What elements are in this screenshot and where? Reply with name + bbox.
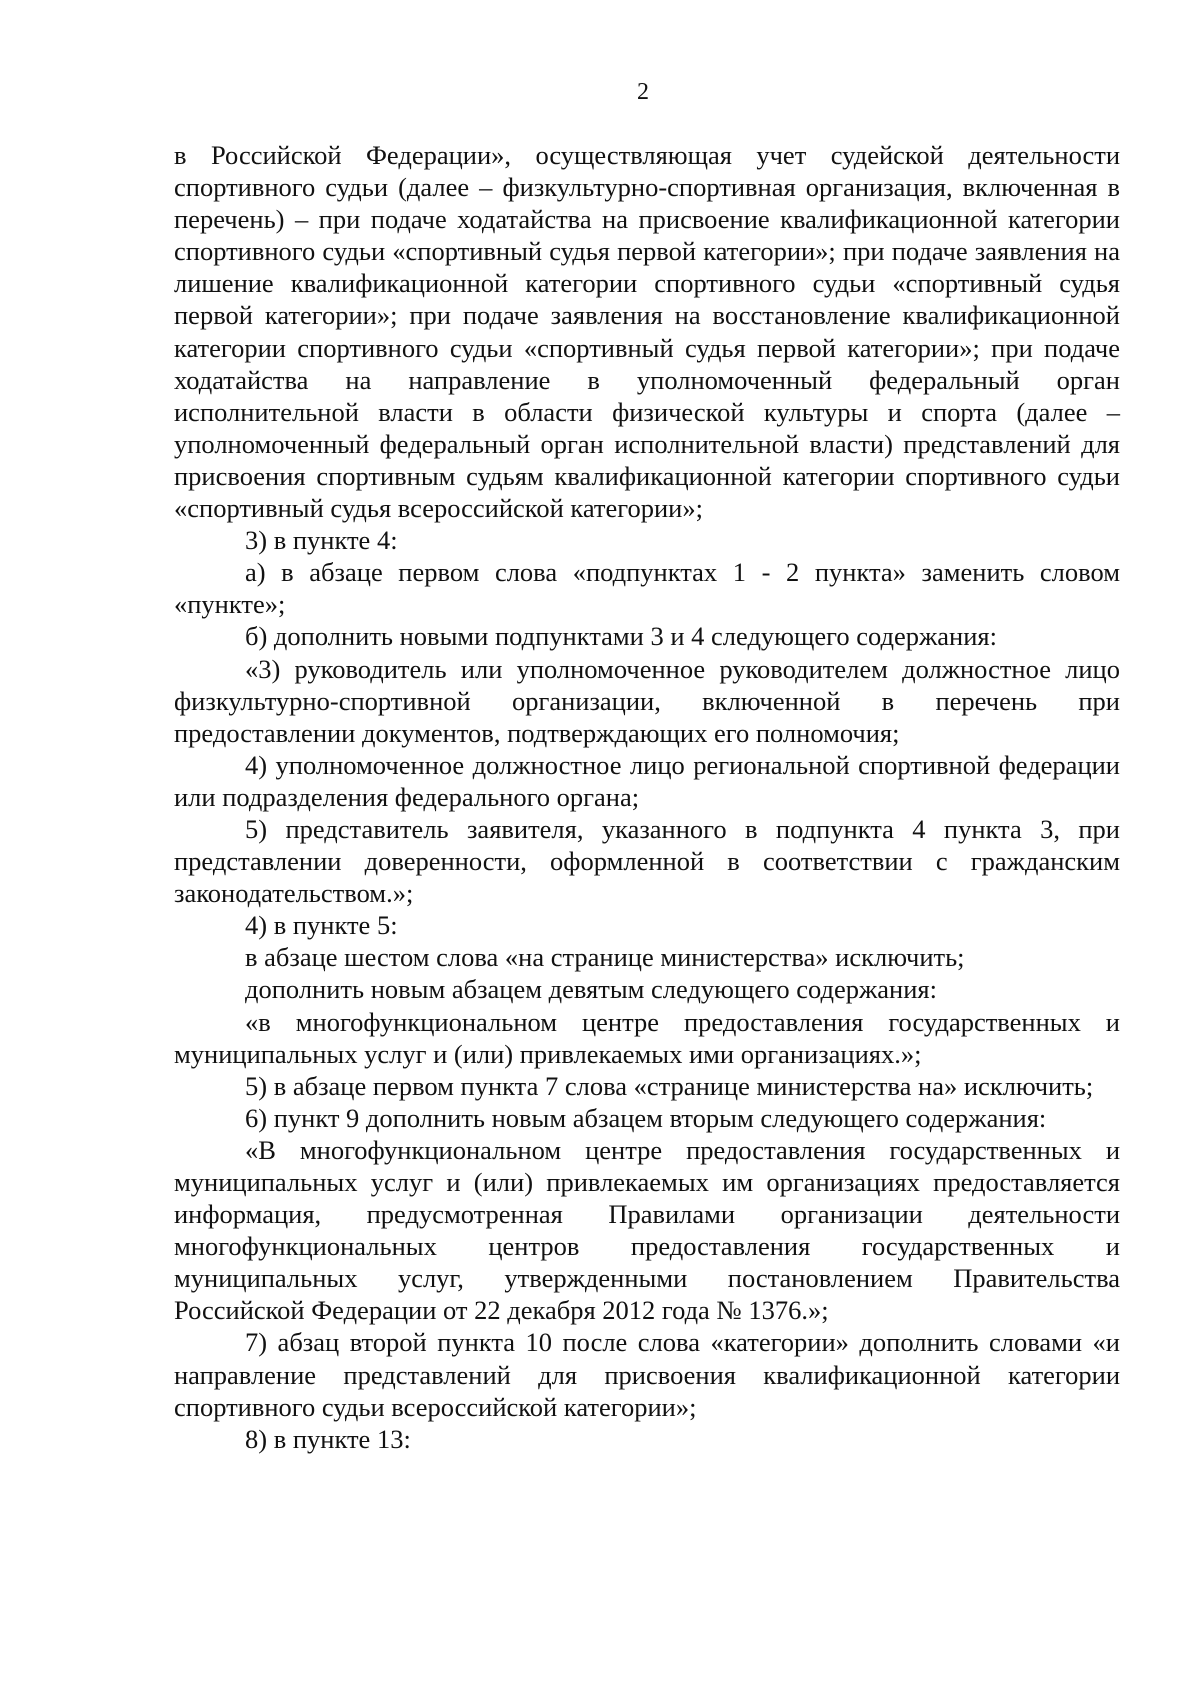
paragraph-item-4-abzac-9: дополнить новым абзацем девятым следующего содержания: <box>245 974 937 1005</box>
paragraph-quote-4: 4) уполномоченное должностное лицо региональной спортивной федерации или подразделения федерального органа; <box>174 749 1120 812</box>
paragraph-item-5: 5) в абзаце первом пункта 7 слова «странице министерства на» исключить; <box>245 1070 1094 1101</box>
page-number: 2 <box>637 79 649 105</box>
paragraph-quote-mfc: «в многофункциональном центре предоставления государственных и муниципальных услуг и (или) привлекаемых ими организациях.»; <box>174 1006 1120 1069</box>
paragraph-item-4-abzac-6: в абзаце шестом слова «на странице министерства» исключить; <box>245 942 965 973</box>
paragraph-item-4: 4) в пункте 5: <box>245 910 398 941</box>
document-body <box>174 139 1120 1455</box>
paragraph-quote-3: «3) руководитель или уполномоченное руководителем должностное лицо физкультурно-спортивной организации, включенной в перечень при предоставлении документов, подтверждающих его полномочия; <box>174 653 1120 748</box>
paragraph-quote-mfc-info: «В многофункциональном центре предоставления государственных и муниципальных услуг и (или) привлекаемых им организациях предоставляется информация, предусмотренная Правилами организации деятельности многофункциональных центров предоставления государственных и муниципальных услуг, утвержденными постановлением Правительства Российской Федерации от 22 декабря 2012 года № 1376.»; <box>174 1134 1120 1326</box>
paragraph-item-8: 8) в пункте 13: <box>245 1423 411 1454</box>
paragraph-quote-5: 5) представитель заявителя, указанного в подпункта 4 пункта 3, при представлении доверенности, оформленной в соответствии с гражданским законодательством.»; <box>174 813 1120 909</box>
paragraph-item-3: 3) в пункте 4: <box>245 525 398 556</box>
paragraph-item-6: 6) пункт 9 дополнить новым абзацем вторым следующего содержания: <box>245 1102 1047 1133</box>
paragraph-continuation: в Российской Федерации», осуществляющая учет судейской деятельности спортивного судьи (далее – физкультурно-спортивная организация, включенная в перечень) – при подаче ходатайства на присвоение квалификационной категории спортивного судьи «спортивный судья первой категории»; при подаче заявления на лишение квалификационной категории спортивного судьи «спортивный судья первой категории»; при подаче заявления на восстановление квалификационной категории спортивного судьи «спортивный судья первой категории»; при подаче ходатайства на направление в уполномоченный федеральный орган исполнительной власти в области физической культуры и спорта (далее – уполномоченный федеральный орган исполнительной власти) представлений для присвоения спортивным судьям квалификационной категории спортивного судьи «спортивный судья всероссийской категории»; <box>174 140 1120 524</box>
paragraph-item-3a: а) в абзаце первом слова «подпунктах 1 - 2 пункта» заменить словом «пункте»; <box>174 557 1120 620</box>
paragraph-item-7: 7) абзац второй пункта 10 после слова «категории» дополнить словами «и направление представлений для присвоения квалификационной категории спортивного судьи всероссийской категории»; <box>174 1327 1120 1422</box>
paragraph-item-3b: б) дополнить новыми подпунктами 3 и 4 следующего содержания: <box>245 621 997 652</box>
